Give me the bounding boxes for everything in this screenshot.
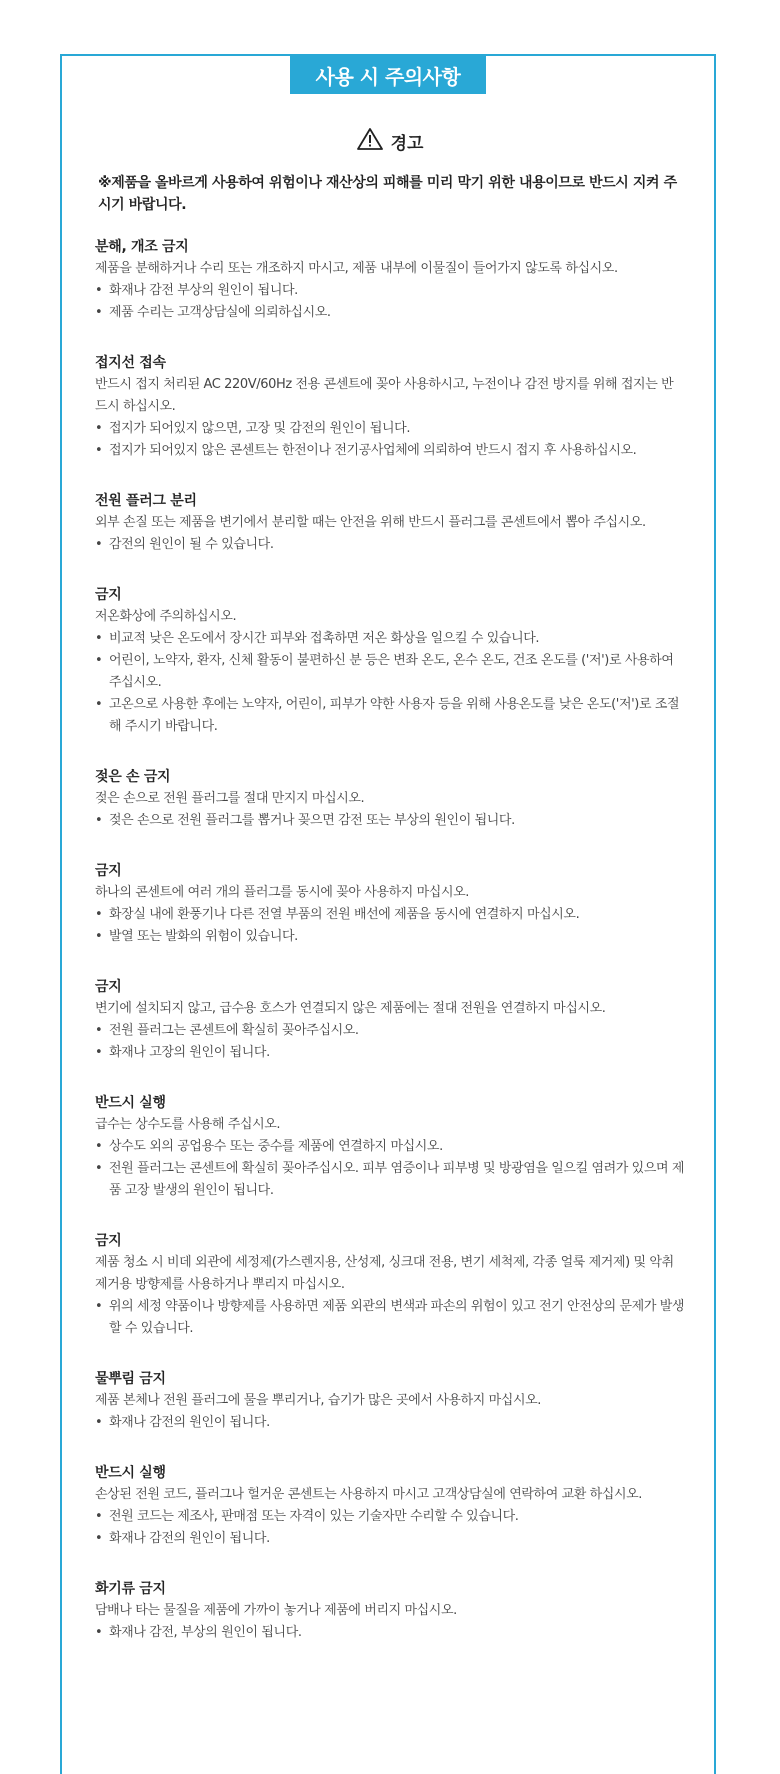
section-title: 분해, 개조 금지 [95, 239, 189, 255]
section-bullet: • 어린이, 노약자, 환자, 신체 활동이 불편하신 분 등은 변좌 온도, 온수 온도, 건조 온도를 ('저')로 사용하여 주십시오. [95, 650, 685, 694]
section-bullet: • 고온으로 사용한 후에는 노약자, 어린이, 피부가 약한 사용자 등을 위해 사용온도를 낮은 온도('저')로 조절해 주시기 바랍니다. [95, 694, 685, 738]
section-bullet-list [95, 1412, 685, 1434]
caution-section [95, 236, 685, 324]
section-title: 젖은 손 금지 [95, 769, 171, 785]
section-bullet: • 전원 플러그는 콘센트에 확실히 꽂아주십시오. [95, 1020, 685, 1042]
caution-section [95, 1368, 685, 1434]
section-description: 변기에 설치되지 않고, 급수용 호스가 연결되지 않은 제품에는 절대 전원을 연결하지 마십시오. [95, 1001, 606, 1016]
section-bullet: • 위의 세정 약품이나 방향제를 사용하면 제품 외관의 변색과 파손의 위험이 있고 전기 안전상의 문제가 발생할 수 있습니다. [95, 1296, 685, 1340]
section-description: 반드시 접지 처리된 AC 220V/60Hz 전용 콘센트에 꽂아 사용하시고, 누전이나 감전 방지를 위해 접지는 반드시 하십시오. [95, 377, 674, 414]
caution-section [95, 976, 685, 1064]
section-description: 하나의 콘센트에 여러 개의 플러그를 동시에 꽂아 사용하지 마십시오. [95, 885, 470, 900]
section-bullet: • 화재나 감전의 원인이 됩니다. [95, 1412, 685, 1434]
section-bullet: • 비교적 낮은 온도에서 장시간 피부와 접촉하면 저온 화상을 일으킬 수 있습니다. [95, 628, 685, 650]
section-bullet: • 발열 또는 발화의 위험이 있습니다. [95, 926, 685, 948]
section-bullet: • 전원 플러그는 콘센트에 확실히 꽂아주십시오. 피부 염증이나 피부병 및 방광염을 일으킬 염려가 있으며 제품 고장 발생의 원인이 됩니다. [95, 1158, 685, 1202]
section-bullet: • 젖은 손으로 전원 플러그를 뽑거나 꽂으면 감전 또는 부상의 원인이 됩니다. [95, 810, 685, 832]
section-bullet-list [95, 810, 685, 832]
section-bullet-list [95, 904, 685, 948]
section-bullet-list [95, 1020, 685, 1064]
section-bullet-list [95, 1506, 685, 1550]
section-bullet: • 화재나 고장의 원인이 됩니다. [95, 1042, 685, 1064]
section-bullet-list [95, 418, 685, 462]
section-description: 젖은 손으로 전원 플러그를 절대 만지지 마십시오. [95, 791, 365, 806]
section-description: 제품을 분해하거나 수리 또는 개조하지 마시고, 제품 내부에 이물질이 들어가지 않도록 하십시오. [95, 261, 618, 276]
warning-triangle-icon [357, 128, 383, 154]
section-bullet: • 제품 수리는 고객상담실에 의뢰하십시오. [95, 302, 685, 324]
section-description: 급수는 상수도를 사용해 주십시오. [95, 1117, 281, 1132]
section-bullet-list [95, 628, 685, 738]
caution-section [95, 490, 685, 556]
section-description: 제품 본체나 전원 플러그에 물을 뿌리거나, 습기가 많은 곳에서 사용하지 마십시오. [95, 1393, 542, 1408]
caution-section [95, 860, 685, 948]
section-description: 제품 청소 시 비데 외관에 세정제(가스렌지용, 산성제, 싱크대 전용, 변기 세척제, 각종 얼룩 제거제) 및 악취 제거용 방향제를 사용하거나 뿌리지 마십시오. [95, 1255, 674, 1292]
caution-section-list [95, 236, 685, 1672]
section-bullet: • 접지가 되어있지 않은 콘센트는 한전이나 전기공사업체에 의뢰하여 반드시 접지 후 사용하십시오. [95, 440, 685, 462]
caution-section [95, 1230, 685, 1340]
section-title: 전원 플러그 분리 [95, 493, 197, 509]
caution-section [95, 584, 685, 738]
section-title: 화기류 금지 [95, 1581, 166, 1597]
section-bullet: • 화장실 내에 환풍기나 다른 전열 부품의 전원 배선에 제품을 동시에 연결하지 마십시오. [95, 904, 685, 926]
caution-section [95, 1092, 685, 1202]
section-bullet: • 전원 코드는 제조사, 판매점 또는 자격이 있는 기술자만 수리할 수 있습니다. [95, 1506, 685, 1528]
page-title-banner: 사용 시 주의사항 [290, 56, 486, 94]
caution-section [95, 1578, 685, 1644]
section-description: 저온화상에 주의하십시오. [95, 609, 237, 624]
notice-text: ※제품을 올바르게 사용하여 위험이나 재산상의 피해를 미리 막기 위한 내용이므로 반드시 지켜 주시기 바랍니다. [98, 175, 677, 213]
section-bullet-list [95, 1622, 685, 1644]
section-description: 담배나 타는 물질을 제품에 가까이 놓거나 제품에 버리지 마십시오. [95, 1603, 457, 1618]
caution-section [95, 766, 685, 832]
section-title: 반드시 실행 [95, 1465, 166, 1481]
section-bullet-list [95, 1296, 685, 1340]
section-bullet-list [95, 1136, 685, 1202]
section-title: 금지 [95, 979, 122, 995]
section-bullet: • 상수도 외의 공업용수 또는 중수를 제품에 연결하지 마십시오. [95, 1136, 685, 1158]
caution-section [95, 1462, 685, 1550]
section-bullet-list [95, 534, 685, 556]
section-description: 손상된 전원 코드, 플러그나 헐거운 콘센트는 사용하지 마시고 고객상담실에 연락하여 교환 하십시오. [95, 1487, 642, 1502]
section-bullet: • 접지가 되어있지 않으면, 고장 및 감전의 원인이 됩니다. [95, 418, 685, 440]
section-bullet: • 화재나 감전의 원인이 됩니다. [95, 1528, 685, 1550]
section-bullet-list [95, 280, 685, 324]
section-bullet: • 화재나 감전, 부상의 원인이 됩니다. [95, 1622, 685, 1644]
warning-title: 경고 [390, 133, 424, 154]
section-title: 금지 [95, 587, 122, 603]
section-description: 외부 손질 또는 제품을 변기에서 분리할 때는 안전을 위해 반드시 플러그를 콘센트에서 뽑아 주십시오. [95, 515, 646, 530]
caution-section [95, 352, 685, 462]
warning-heading [0, 128, 780, 154]
section-title: 금지 [95, 863, 122, 879]
section-bullet: • 감전의 원인이 될 수 있습니다. [95, 534, 685, 556]
section-title: 접지선 접속 [95, 355, 166, 371]
section-title: 반드시 실행 [95, 1095, 166, 1111]
section-title: 물뿌림 금지 [95, 1371, 166, 1387]
section-title: 금지 [95, 1233, 122, 1249]
section-bullet: • 화재나 감전 부상의 원인이 됩니다. [95, 280, 685, 302]
